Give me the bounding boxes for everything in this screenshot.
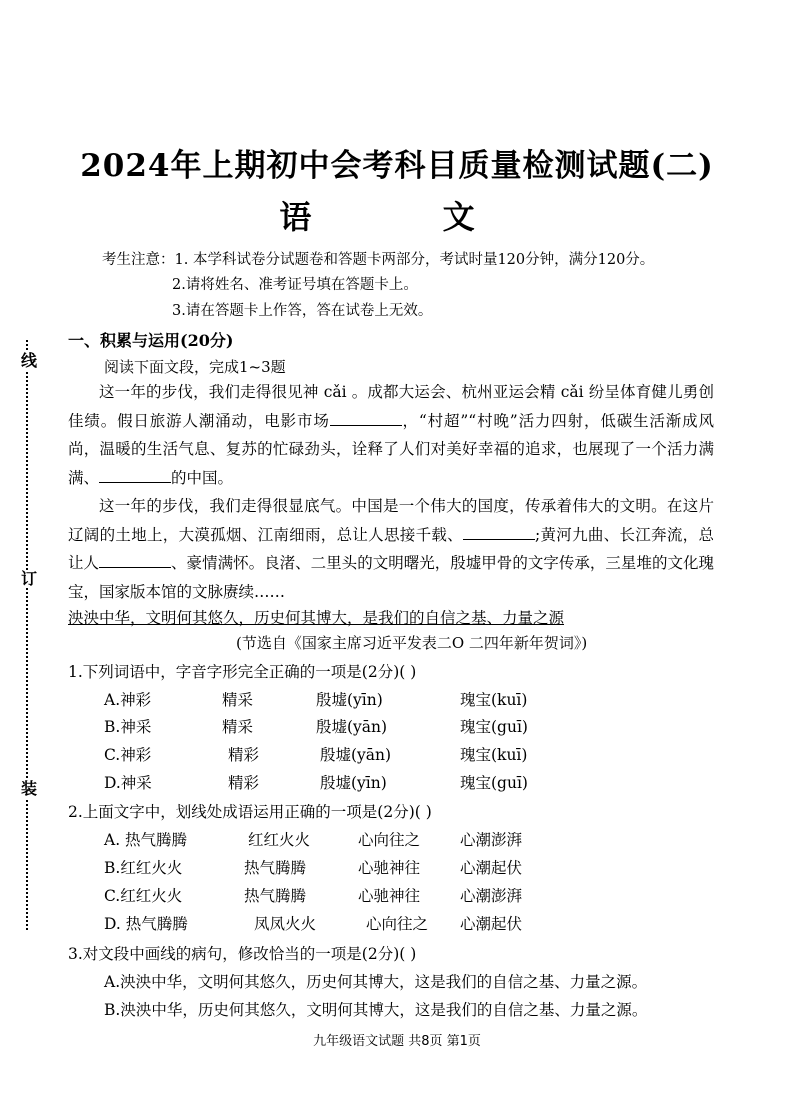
binding-char-xian: 线 (21, 351, 38, 370)
passage-text: ;黄河九曲、长江奔流，总让人 (68, 525, 714, 572)
q1-option-a-2: 精采 (222, 691, 254, 709)
q3-option-b: B.泱泱中华，历史何其悠久，文明何其博大，这是我们的自信之基、力量之源。 (104, 1001, 648, 1019)
question-3-stem: 3.对文段中画线的病句，修改恰当的一项是(2分)( ) (68, 945, 417, 963)
q1-option-d-2: 精彩 (228, 774, 260, 792)
q2-option-c-1: C.红红火火 (104, 887, 183, 905)
exam-subject: 语 文 (279, 198, 515, 236)
passage-text: 的中国。 (171, 468, 234, 487)
question-1-stem: 1.下列词语中，字音字形完全正确的一项是(2分)( ) (68, 663, 417, 681)
q2-option-a-4: 心潮澎湃 (460, 831, 523, 849)
answer-blank (99, 468, 171, 483)
reading-instruction: 阅读下面文段，完成1~3题 (104, 358, 286, 376)
q1-option-b-1: B.神采 (104, 718, 152, 736)
q2-option-b-4: 心潮起伏 (460, 859, 523, 877)
q2-option-b-3: 心驰神往 (358, 859, 421, 877)
passage-text: 、豪情满怀。良渚、二里头的文明曙光，殷墟甲骨的文字传承，三星堆的文化瑰宝，国家版本馆的文脉赓续…… (68, 554, 714, 601)
passage-text: 这一年的步伐，我们走得很见神 cǎi 。成都大运会、杭州亚运会精 cǎi 纷呈体育健儿勇创佳绩。假日旅游人潮涌动，电影市场 (68, 383, 714, 430)
notice-line-2: 2.请将姓名、准考证号填在答题卡上。 (172, 277, 418, 293)
q1-option-d-1: D.神采 (104, 774, 152, 792)
passage-source: (节选自《国家主席习近平发表二O 二四年新年贺词》) (236, 634, 588, 652)
q2-option-d-3: 心向往之 (366, 915, 429, 933)
exam-title: 2024年上期初中会考科目质量检测试题(二) (80, 148, 714, 184)
q2-option-d-4: 心潮起伏 (460, 915, 523, 933)
q3-option-a: A.泱泱中华，文明何其悠久，历史何其博大，这是我们的自信之基、力量之源。 (104, 973, 648, 991)
notice-line-1: 考生注意：1. 本学科试卷分试题卷和答题卡两部分，考试时量120分钟，满分120分。 (102, 252, 655, 268)
q2-option-a-3: 心向往之 (358, 831, 421, 849)
passage-text: 这一年的步伐，我们走得很显底气。中国是一个伟大的国度，传承着伟大的文明。在这片辽阔的土地上，大漠孤烟、江南细雨，总让人思接千载、 (68, 497, 714, 544)
answer-blank (99, 553, 171, 568)
underlined-sentence: 泱泱中华，文明何其悠久，历史何其博大，是我们的自信之基、力量之源 (68, 609, 565, 627)
passage-paragraph-1 (68, 378, 714, 492)
q2-option-a-1: A. 热气腾腾 (104, 831, 188, 849)
binding-char-ding: 订 (21, 569, 38, 588)
section-heading: 一、积累与运用(20分) (68, 331, 234, 350)
q1-option-a-1: A.神彩 (104, 691, 152, 709)
answer-blank (463, 525, 535, 540)
passage-text: ，“村超”“村晚”活力四射，低碳生活渐成风尚，温暖的生活气息、复苏的忙碌劲头，诠释了人们对美好幸福的追求，也展现了一个活力满满、 (68, 411, 714, 487)
binding-line (26, 340, 40, 930)
q2-option-d-2: 凤凤火火 (254, 915, 317, 933)
q1-option-b-2: 精采 (222, 718, 254, 736)
q1-option-c-1: C.神彩 (104, 746, 152, 764)
q1-option-a-4: 瑰宝(kuī) (460, 691, 528, 709)
q2-option-c-4: 心潮澎湃 (460, 887, 523, 905)
q2-option-a-2: 红红火火 (248, 831, 311, 849)
page-footer: 九年级语文试题 共8页 第1页 (313, 1034, 481, 1049)
q1-option-a-3: 殷墟(yīn) (316, 691, 383, 709)
passage-paragraph-2 (68, 492, 714, 606)
q2-option-b-1: B.红红火火 (104, 859, 183, 877)
binding-char-zhuang: 装 (21, 779, 38, 798)
q1-option-b-4: 瑰宝(guī) (460, 718, 528, 736)
q1-option-c-3: 殷墟(yān) (320, 746, 392, 764)
answer-blank (330, 411, 402, 426)
q1-option-b-3: 殷墟(yān) (316, 718, 388, 736)
q2-option-c-3: 心驰神往 (358, 887, 421, 905)
q2-option-c-2: 热气腾腾 (244, 887, 307, 905)
notice-line-3: 3.请在答题卡上作答，答在试卷上无效。 (172, 303, 433, 319)
q1-option-d-4: 瑰宝(guī) (460, 774, 528, 792)
q1-option-c-2: 精彩 (228, 746, 260, 764)
q2-option-b-2: 热气腾腾 (244, 859, 307, 877)
q2-option-d-1: D. 热气腾腾 (104, 915, 188, 933)
q1-option-d-3: 殷墟(yīn) (320, 774, 387, 792)
q1-option-c-4: 瑰宝(kuī) (460, 746, 528, 764)
question-2-stem: 2.上面文字中，划线处成语运用正确的一项是(2分)( ) (68, 803, 432, 821)
